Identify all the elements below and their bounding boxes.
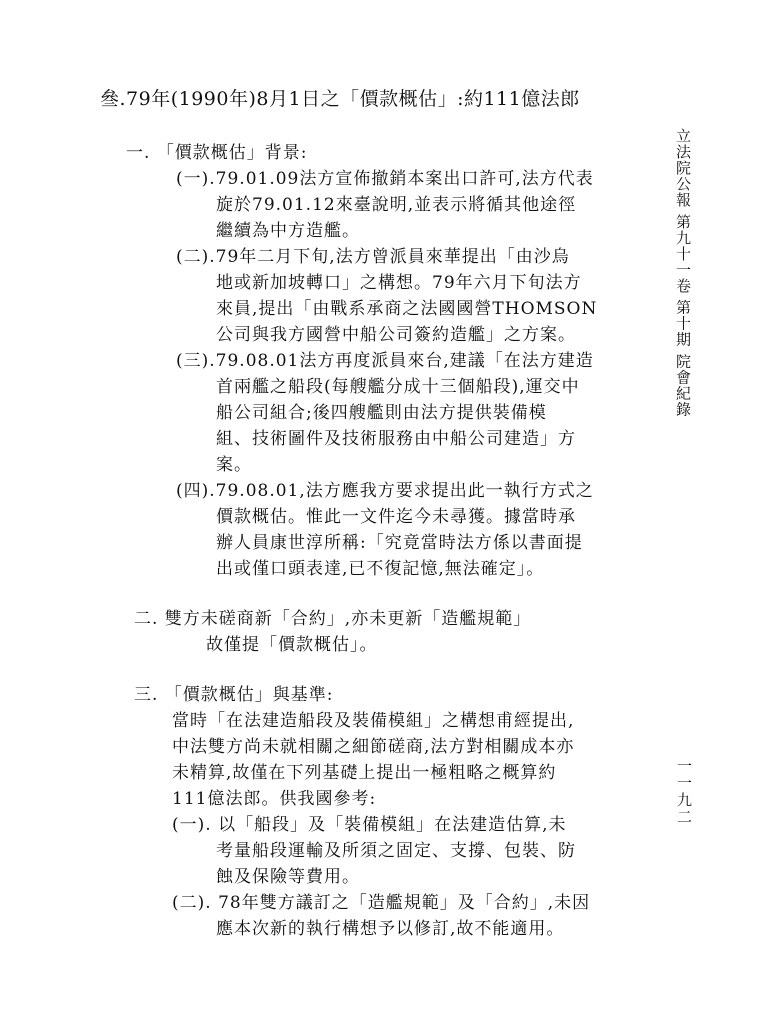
paragraph-line: 地或新加坡轉口」之構想。79年六月下旬法方: [216, 273, 582, 293]
paragraph-line: (四).79.08.01,法方應我方要求提出此一執行方式之: [176, 481, 594, 501]
page-number: 一一九二: [675, 758, 693, 826]
paragraph-line: 繼續為中方造艦。: [216, 221, 360, 241]
paragraph-line: 故僅提「價款概估」。: [206, 635, 378, 655]
paragraph-line: 案。: [216, 455, 252, 475]
paragraph-line: 出或僅口頭表達,已不復記憶,無法確定」。: [216, 559, 545, 579]
paragraph-line: 考量船段運輸及所須之固定、支撐、包裝、防: [216, 841, 576, 861]
paragraph-line: 船公司組合;後四艘艦則由法方提供裝備模: [216, 403, 547, 423]
paragraph-line: 111億法郎。供我國參考:: [172, 789, 377, 809]
paragraph-line: 旋於79.01.12來臺說明,並表示將循其他途徑: [216, 195, 577, 215]
paragraph-line: (一). 以「船段」及「裝備模組」在法建造估算,未: [172, 815, 567, 835]
paragraph-line: 當時「在法建造船段及裝備模組」之構想甫經提出,: [172, 711, 575, 731]
paragraph-line: 未精算,故僅在下列基礎上提出一極粗略之概算約: [172, 763, 557, 783]
section-heading-3: 三. 「價款概估」與基準:: [134, 685, 334, 705]
paragraph-line: (二).79年二月下旬,法方曾派員來華提出「由沙烏: [176, 247, 570, 267]
paragraph-line: 公司與我方國營中船公司簽約造艦」之方案。: [216, 325, 576, 345]
section-title: 叄.79年(1990年)8月1日之「價款概估」:約111億法郎: [100, 88, 580, 110]
paragraph-line: (一).79.01.09法方宣佈撤銷本案出口許可,法方代表: [176, 169, 594, 189]
gazette-side-header: 立法院公報 第九十一卷 第十期 院會紀錄: [674, 128, 692, 418]
paragraph-line: 中法雙方尚未就相關之細節磋商,法方對相關成本亦: [172, 737, 575, 757]
paragraph-line: 組、技術圖件及技術服務由中船公司建造」方: [216, 429, 576, 449]
paragraph-line: 首兩艦之船段(每艘艦分成十三個船段),運交中: [216, 377, 580, 397]
paragraph-line: 蝕及保險等費用。: [216, 867, 360, 887]
paragraph-line: (二). 78年雙方議訂之「造艦規範」及「合約」,未因: [172, 893, 591, 913]
paragraph-line: 應本次新的執行構想予以修訂,故不能適用。: [216, 919, 565, 939]
section-heading-1: 一. 「價款概估」背景:: [126, 143, 308, 163]
paragraph-line: (三).79.08.01法方再度派員來台,建議「在法方建造: [176, 351, 594, 371]
paragraph-line: 辦人員康世淳所稱:「究竟當時法方係以書面提: [216, 533, 583, 553]
paragraph-line: 來員,提出「由戰系承商之法國國營THOMSON: [216, 299, 598, 319]
paragraph-line: 價款概估。惟此一文件迄今未尋獲。據當時承: [216, 507, 576, 527]
section-heading-2: 二. 雙方未磋商新「合約」,亦未更新「造艦規範」: [134, 609, 532, 629]
